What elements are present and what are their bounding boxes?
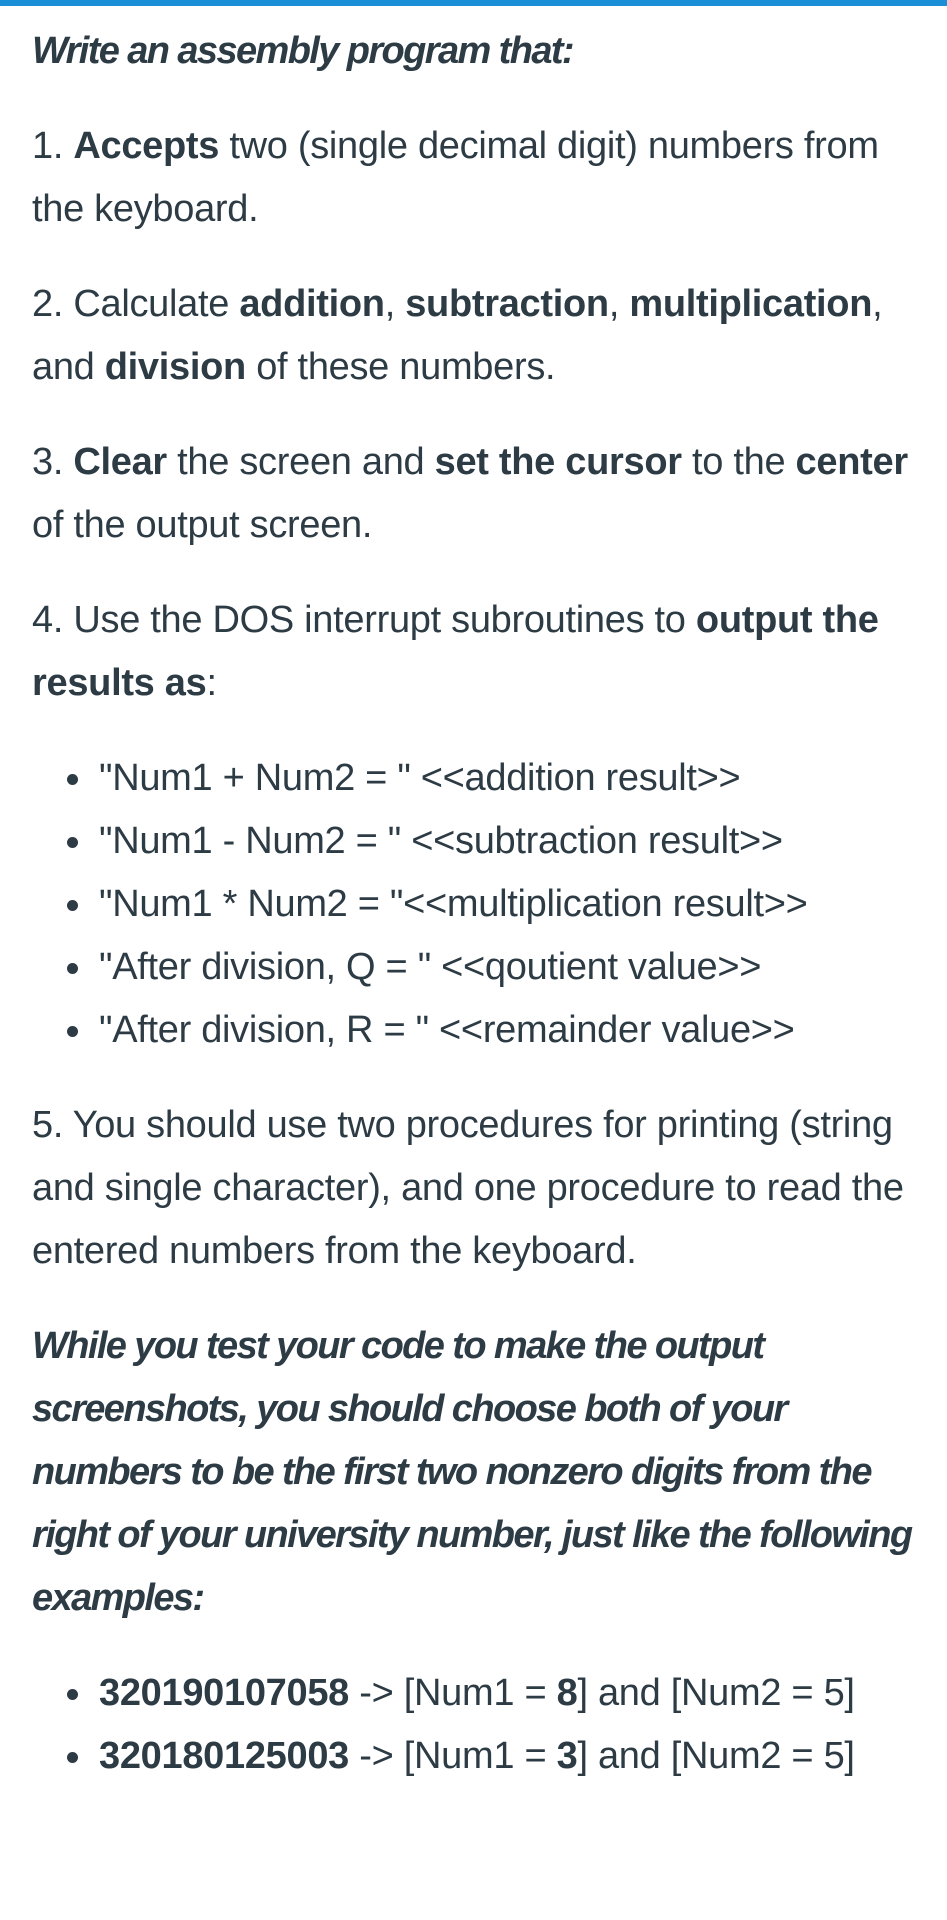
- top-accent-bar: [0, 0, 947, 6]
- list-item: "Num1 * Num2 = "<<multiplication result>>: [99, 873, 922, 936]
- assignment-content: [32, 20, 922, 1820]
- bottom-fade: [0, 1890, 947, 1920]
- list-item: 320190107058 -> [Num1 = 8] and [Num2 = 5]: [99, 1662, 922, 1725]
- step-4: 4. Use the DOS interrupt subroutines to output the results as:: [32, 599, 879, 704]
- intro-heading: Write an assembly program that:: [32, 30, 573, 72]
- list-item: 320180125003 -> [Num1 = 3] and [Num2 = 5]: [99, 1725, 922, 1788]
- testing-note: While you test your code to make the output screenshots, you should choose both of your numbers to be the first two nonzero digits from the right of your university number, just like the following examples:: [32, 1325, 912, 1619]
- list-item: "Num1 - Num2 = " <<subtraction result>>: [99, 810, 922, 873]
- step-5: 5. You should use two procedures for printing (string and single character), and one procedure to read the entered numbers from the keyboard.: [32, 1104, 904, 1272]
- list-item: "After division, Q = " <<qoutient value>>: [99, 936, 922, 999]
- step-3: 3. Clear the screen and set the cursor to the center of the output screen.: [32, 441, 908, 546]
- list-item: "Num1 + Num2 = " <<addition result>>: [99, 747, 922, 810]
- step-1: 1. Accepts two (single decimal digit) numbers from the keyboard.: [32, 125, 879, 230]
- examples-list: [32, 1662, 922, 1788]
- output-format-list: [32, 747, 922, 1062]
- step-2: 2. Calculate addition, subtraction, multiplication, and division of these numbers.: [32, 283, 883, 388]
- list-item: "After division, R = " <<remainder value>>: [99, 999, 922, 1062]
